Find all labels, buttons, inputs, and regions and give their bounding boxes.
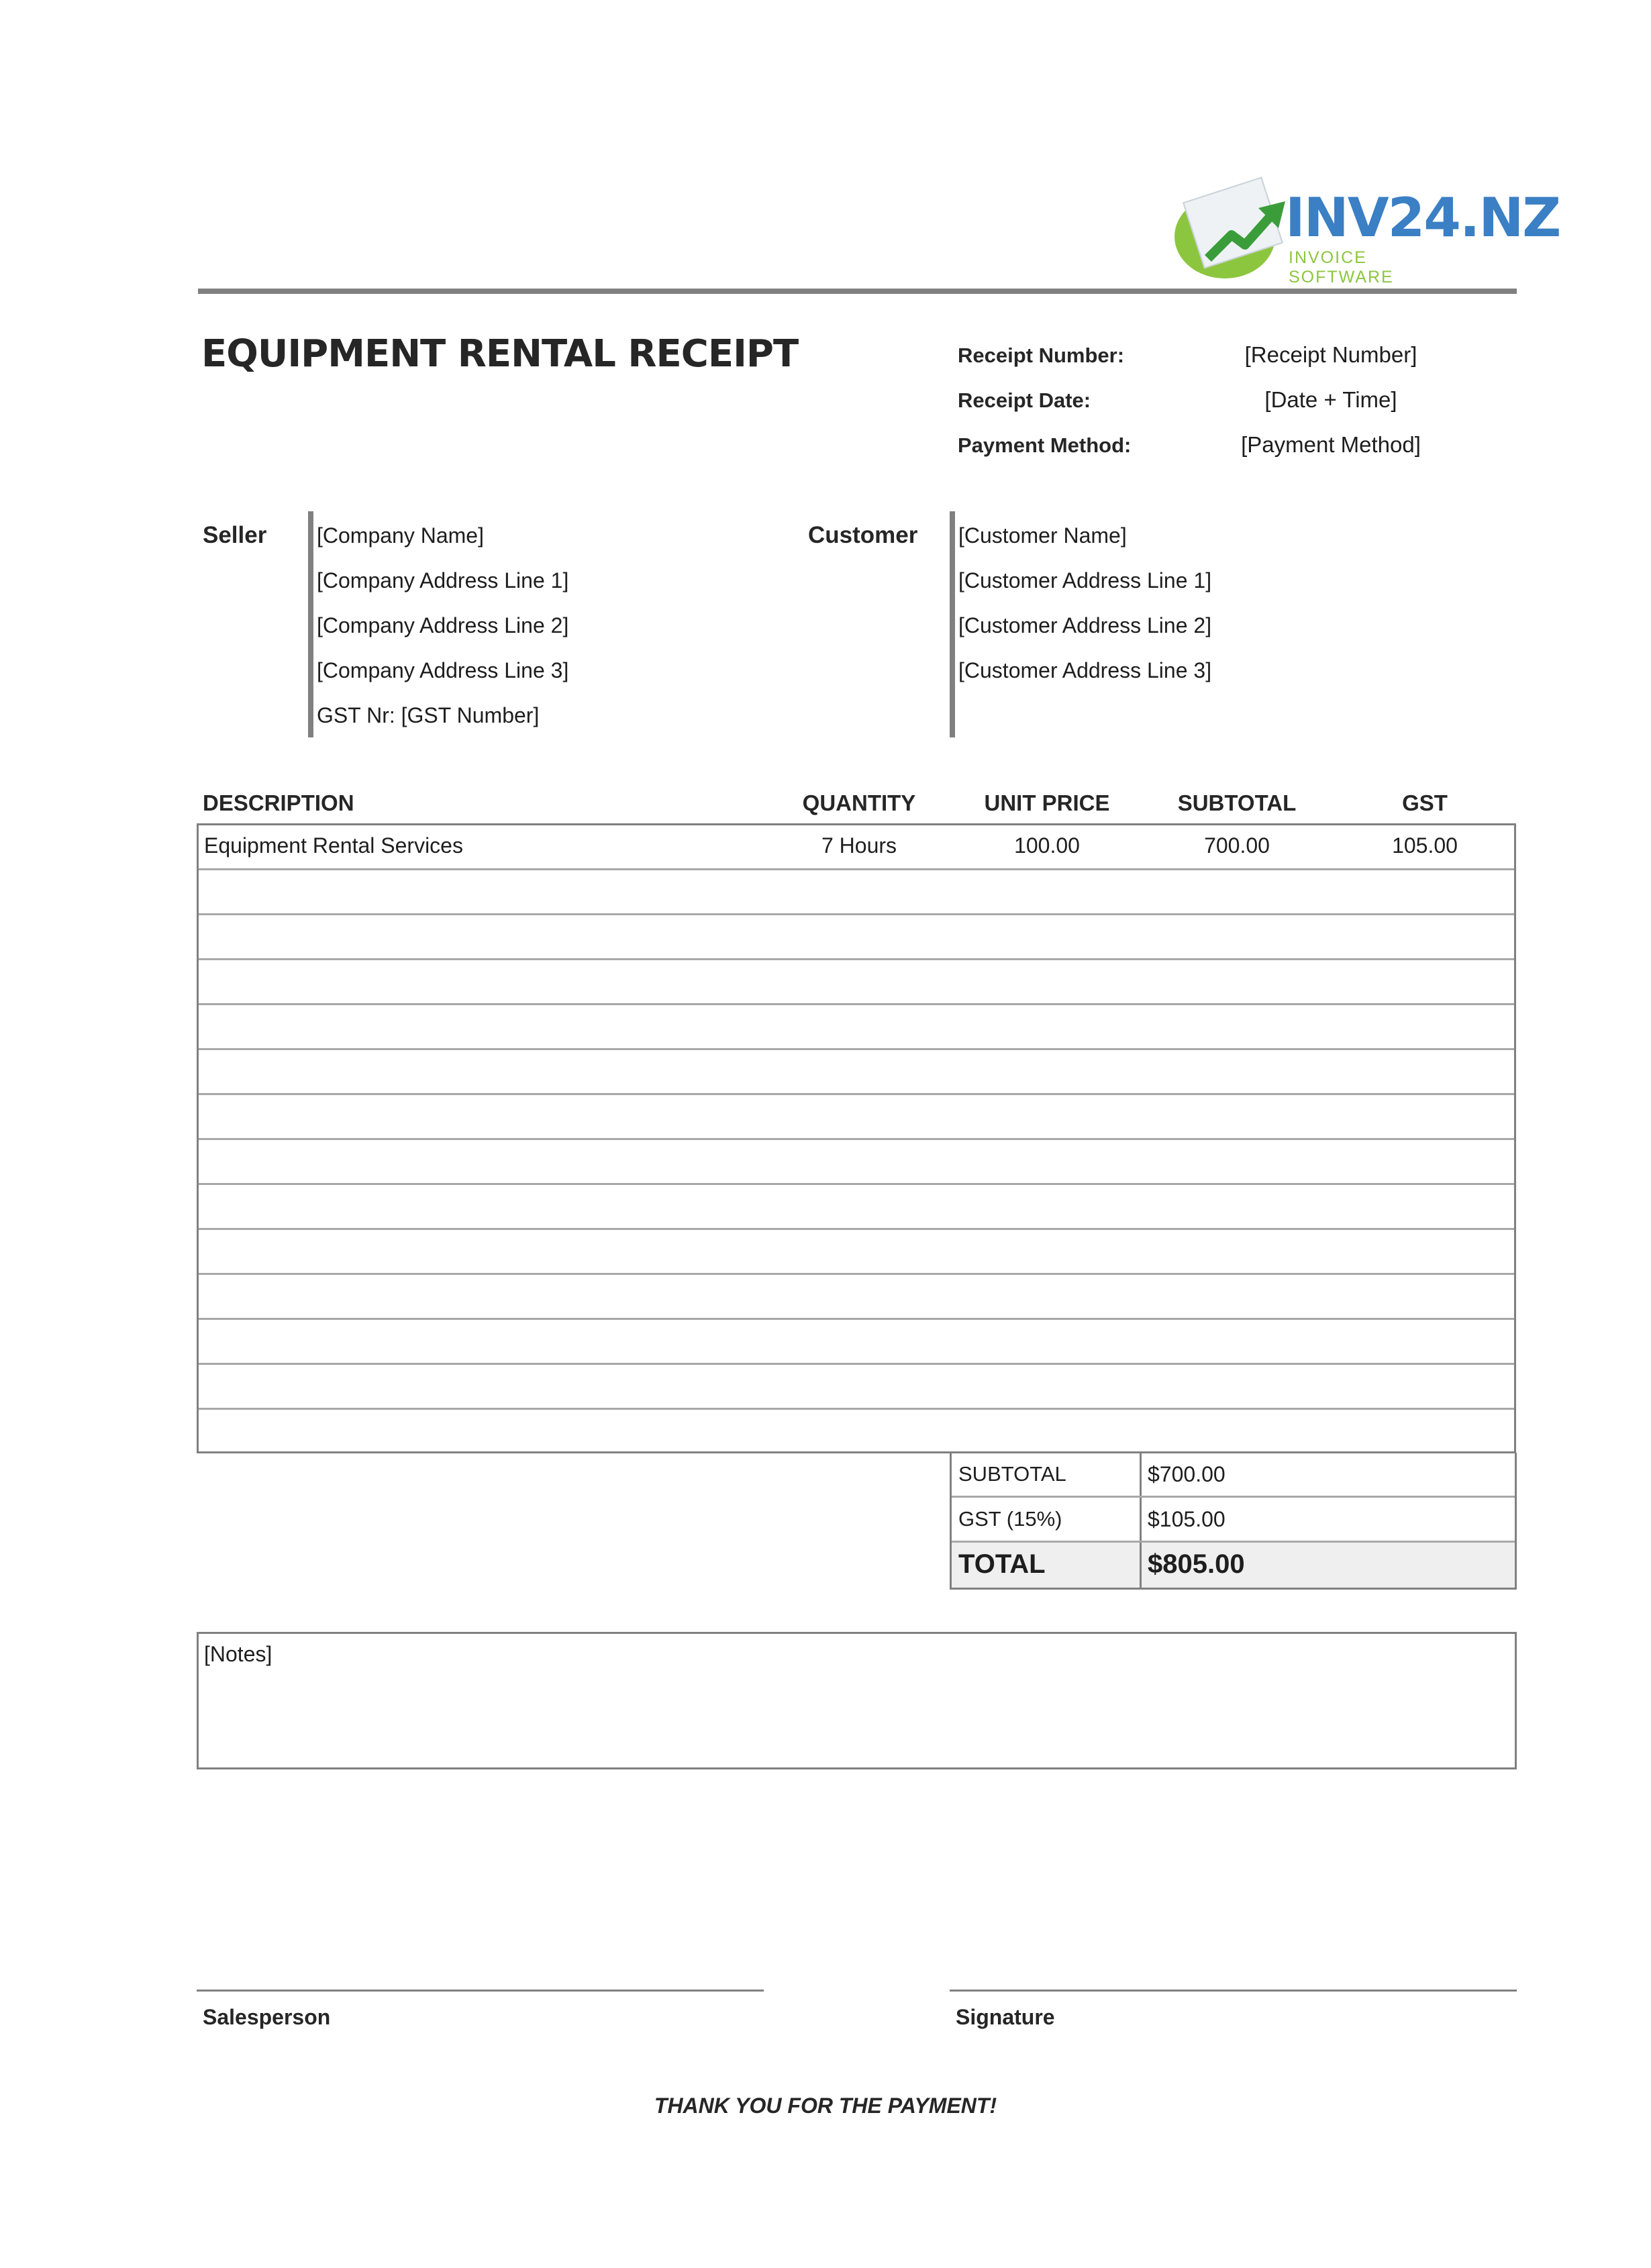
payment-method-label: Payment Method: — [958, 433, 1132, 457]
table-row — [199, 1230, 1514, 1275]
customer-address-line-2: [Customer Address Line 2] — [958, 613, 1212, 637]
receipt-number-value: [Receipt Number] — [1244, 342, 1417, 367]
table-row — [199, 915, 1514, 960]
table-row — [199, 1365, 1514, 1410]
salesperson-label: Salesperson — [203, 2005, 331, 2029]
seller-bar — [308, 511, 313, 737]
col-header-subtotal: SUBTOTAL — [1177, 790, 1297, 815]
signature-line — [950, 1990, 1517, 1992]
table-row — [199, 825, 1514, 870]
table-row — [199, 1320, 1514, 1365]
logo-tagline: INVOICE SOFTWARE — [1289, 248, 1394, 287]
table-row — [199, 1050, 1514, 1095]
table-row — [199, 1275, 1514, 1320]
total-label: TOTAL — [958, 1549, 1046, 1579]
col-header-quantity: QUANTITY — [802, 790, 916, 815]
total-value: $805.00 — [1148, 1549, 1245, 1579]
table-row — [199, 1005, 1514, 1050]
table-row — [199, 960, 1514, 1005]
col-header-description: DESCRIPTION — [203, 790, 354, 815]
seller-gst-number: GST Nr: [GST Number] — [317, 703, 540, 727]
signature-label: Signature — [956, 2005, 1055, 2029]
subtotal-label: SUBTOTAL — [958, 1462, 1066, 1486]
seller-label: Seller — [203, 522, 267, 548]
customer-label: Customer — [808, 522, 918, 548]
brand-logo — [1174, 181, 1560, 287]
customer-address-line-1: [Customer Address Line 1] — [958, 568, 1212, 592]
subtotal-value: $700.00 — [1148, 1462, 1225, 1486]
seller-address-line-3: [Company Address Line 3] — [317, 658, 569, 682]
line-items-table — [197, 823, 1516, 1453]
row-gst: 105.00 — [1392, 833, 1458, 858]
table-row — [199, 1095, 1514, 1140]
salesperson-signature-line — [197, 1990, 764, 1992]
row-description: Equipment Rental Services — [204, 833, 463, 858]
customer-bar — [950, 511, 955, 737]
thank-you-message: THANK YOU FOR THE PAYMENT! — [654, 2094, 997, 2118]
growth-arrow-icon — [1201, 195, 1289, 268]
customer-name: [Customer Name] — [958, 523, 1127, 548]
header-divider — [198, 289, 1517, 294]
receipt-date-label: Receipt Date: — [958, 389, 1091, 412]
gst-label: GST (15%) — [958, 1507, 1062, 1531]
subtotal-row — [952, 1453, 1515, 1498]
notes-text: [Notes] — [204, 1642, 272, 1666]
table-row — [199, 870, 1514, 915]
customer-address-line-3: [Customer Address Line 3] — [958, 658, 1212, 682]
col-header-gst: GST — [1402, 790, 1448, 815]
gst-value: $105.00 — [1148, 1507, 1225, 1531]
row-quantity: 7 Hours — [821, 833, 897, 858]
notes-box[interactable] — [197, 1632, 1517, 1769]
totals-box — [950, 1453, 1517, 1590]
row-unit-price: 100.00 — [1014, 833, 1080, 858]
receipt-date-value: [Date + Time] — [1264, 387, 1397, 412]
col-header-unit-price: UNIT PRICE — [984, 790, 1110, 815]
table-row — [199, 1410, 1514, 1455]
seller-address-line-2: [Company Address Line 2] — [317, 613, 569, 637]
gst-row — [952, 1498, 1515, 1543]
seller-address-line-1: [Company Address Line 1] — [317, 568, 569, 592]
receipt-number-label: Receipt Number: — [958, 344, 1125, 367]
row-subtotal: 700.00 — [1204, 833, 1270, 858]
table-row — [199, 1140, 1514, 1185]
total-row — [952, 1543, 1515, 1588]
table-row — [199, 1185, 1514, 1230]
logo-brand-text: INV24.NZ — [1285, 187, 1560, 249]
seller-company-name: [Company Name] — [317, 523, 484, 548]
document-title: EQUIPMENT RENTAL RECEIPT — [201, 332, 799, 376]
payment-method-value: [Payment Method] — [1241, 432, 1421, 457]
